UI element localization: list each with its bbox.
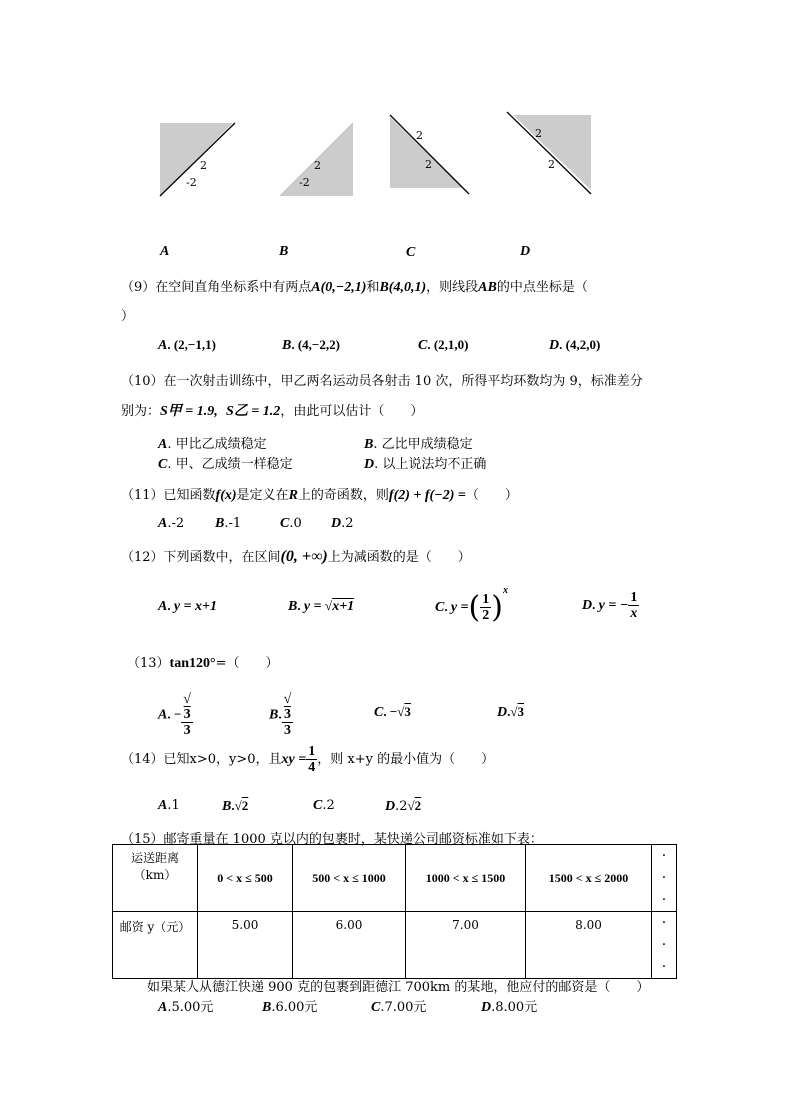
- question-12-option-b[interactable]: B. y = √x+1: [288, 598, 355, 614]
- graph-b-label-1: 2: [314, 159, 321, 172]
- postage-table: [112, 844, 677, 979]
- question-14-option-a[interactable]: A.1: [158, 798, 180, 813]
- question-13-option-d[interactable]: D.√3: [497, 704, 525, 720]
- question-9-option-c[interactable]: C. (2,1,0): [418, 337, 469, 353]
- graph-c: [385, 112, 475, 196]
- question-9-option-b[interactable]: B. (4,−2,2): [282, 337, 340, 353]
- table-cell-price-4: 8.00: [526, 912, 652, 979]
- question-10-option-b[interactable]: B. 乙比甲成绩稳定: [364, 437, 473, 452]
- question-14-option-b[interactable]: B.√2: [222, 798, 249, 814]
- question-12-option-c[interactable]: C. y =( $\frac{1}{2}$ )$^x$: [435, 585, 508, 625]
- table-header-distance: 运送距离 （km）: [113, 845, 198, 912]
- question-15: 如果某人从德江快递 900 克的包裹到距德江 700km 的某地，他应付的邮资是（ ）: [147, 980, 650, 995]
- graph-d: [505, 110, 597, 195]
- question-11-option-b[interactable]: B.-1: [215, 516, 242, 531]
- table-cell-range-2: 500 < x ≤ 1000: [293, 845, 406, 912]
- table-cell-range-3: 1000 < x ≤ 1500: [406, 845, 526, 912]
- question-12: （12）下列函数中，在区间(0, +∞)上为减函数的是（ ）: [121, 548, 471, 565]
- table-cell-price-1: 5.00: [198, 912, 293, 979]
- question-13-option-a[interactable]: A. − √ 3 3: [158, 692, 191, 738]
- graph-a-label-1: 2: [200, 159, 207, 172]
- question-15-option-a[interactable]: A.5.00元: [158, 1000, 214, 1015]
- question-10-line1: （10）在一次射击训练中，甲乙两名运动员各射击 10 次，所得平均环数均为 9，标准差分: [121, 374, 643, 389]
- graph-label-a: A: [160, 244, 170, 259]
- question-9-option-d[interactable]: D. (4,2,0): [549, 337, 601, 353]
- question-14-option-d[interactable]: D.2√2: [385, 798, 422, 814]
- question-13-option-c[interactable]: C. −√3: [374, 704, 411, 720]
- question-9-close: ）: [121, 309, 135, 324]
- graph-label-c: C: [406, 245, 416, 260]
- table-cell-price-3: 7.00: [406, 912, 526, 979]
- question-15-option-b[interactable]: B.6.00元: [262, 1000, 318, 1015]
- graph-c-label-1: 2: [416, 129, 423, 142]
- question-9-option-a[interactable]: A. (2,−1,1): [158, 337, 216, 353]
- table-cell-ellipsis-1: · · ·: [652, 845, 677, 912]
- table-cell-price-2: 6.00: [293, 912, 406, 979]
- question-10-option-d[interactable]: D. 以上说法均不正确: [364, 457, 487, 472]
- graph-a-label-2: -2: [186, 176, 197, 189]
- graph-b-label-2: -2: [299, 176, 310, 189]
- question-10-option-a[interactable]: A. 甲比乙成绩稳定: [158, 437, 267, 452]
- question-11-option-d[interactable]: D.2: [331, 516, 354, 531]
- question-15-intro: （15）邮寄重量在 1000 克以内的包裹时，某快递公司邮资标准如下表：: [121, 832, 543, 847]
- question-10-line2: 别为：S甲 = 1.9, S乙 = 1.2，由此可以估计（ ）: [121, 404, 424, 419]
- question-14-option-c[interactable]: C.2: [313, 798, 335, 813]
- question-11: （11）已知函数f(x)是定义在R上的奇函数，则f(2) + f(−2) =（ ）: [121, 488, 518, 503]
- question-12-option-a[interactable]: A. y = x+1: [158, 598, 218, 614]
- question-13-option-b[interactable]: B. √ 3 3: [269, 692, 292, 738]
- question-15-option-c[interactable]: C.7.00元: [371, 1000, 427, 1015]
- question-9: （9）在空间直角坐标系中有两点A(0,−2,1)和B(4,0,1)，则线段AB的中点坐标是（: [121, 280, 588, 295]
- question-12-option-d[interactable]: D. y = − $\frac{1}{x}$: [582, 590, 638, 621]
- question-14: （14）已知x>0，y>0，且xy = $\frac{1}{4}$ ，则 x+y 的最小值为（ ）: [121, 744, 495, 775]
- graph-c-label-2: 2: [425, 158, 432, 171]
- table-cell-range-4: 1500 < x ≤ 2000: [526, 845, 652, 912]
- table-header-postage: 邮资 y（元）: [113, 912, 198, 979]
- question-13: （13）tan120°=（ ）: [127, 656, 279, 671]
- graph-d-label-2: 2: [548, 158, 555, 171]
- question-15-option-d[interactable]: D.8.00元: [481, 1000, 538, 1015]
- question-11-option-a[interactable]: A.-2: [158, 516, 185, 531]
- graph-label-b: B: [279, 244, 289, 259]
- question-10-option-c[interactable]: C. 甲、乙成绩一样稳定: [158, 457, 293, 472]
- table-cell-range-1: 0 < x ≤ 500: [198, 845, 293, 912]
- table-cell-ellipsis-2: · · ·: [652, 912, 677, 979]
- graph-label-d: D: [520, 244, 531, 259]
- question-11-option-c[interactable]: C.0: [280, 516, 302, 531]
- graph-d-label-1: 2: [535, 127, 542, 140]
